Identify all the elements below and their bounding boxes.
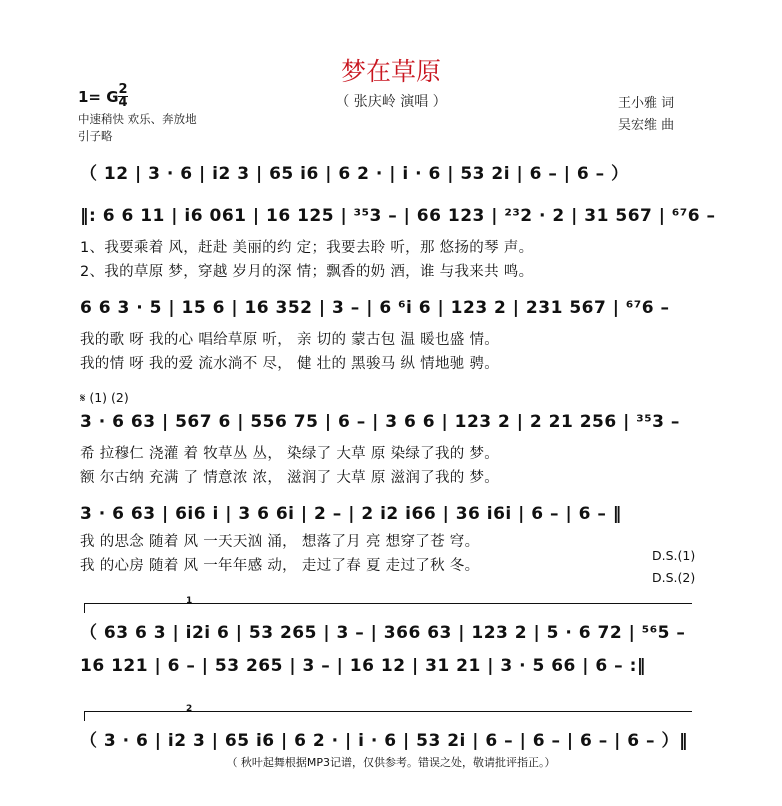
tempo-marking: 中速稍快 欢乐、奔放地 bbox=[78, 112, 197, 126]
notation-row: （ 12 | 3 · 6 | i2 3 | 65 i6 | 6 2 · | i · 6 | 53 2i | 6 – | 6 – ） bbox=[80, 164, 629, 184]
volta-number-1: 1 bbox=[186, 596, 193, 606]
lyric-row: 额 尔古纳 充满 了 情意浓 浓， 滋润了 大草 原 滋润了我的 梦。 bbox=[80, 470, 500, 486]
song-title: 梦在草原 bbox=[340, 57, 441, 86]
volta-bracket-2 bbox=[84, 711, 692, 712]
lyricist-credit: 王小雅 词 bbox=[618, 96, 675, 111]
key-signature: 1= G bbox=[78, 88, 119, 106]
transcriber-note: （ 秋叶起舞根据MP3记谱，仅供参考。错误之处，敬请批评指正。） bbox=[226, 756, 556, 769]
lyric-row: 希 拉穆仁 浇灌 着 牧草丛 丛， 染绿了 大草 原 染绿了我的 梦。 bbox=[80, 446, 500, 462]
singer-credit: （ 张庆岭 演唱 ） bbox=[335, 94, 447, 110]
dal-segno-2: D.S.(2) bbox=[652, 570, 696, 585]
lyric-row: 1、我要乘着 风，赶赴 美丽的约 定；我要去聆 听，那 悠扬的琴 声。 bbox=[80, 240, 534, 256]
time-signature bbox=[118, 84, 128, 109]
volta-number-2: 2 bbox=[186, 704, 193, 714]
intro-note: 引子略 bbox=[78, 129, 113, 143]
meter-bottom: 4 bbox=[118, 95, 128, 110]
notation-row: ‖: 6 6 11 | i6 061 | 16 125 | ³⁵3 – | 66 123 | ²³2 · 2 | 31 567 | ⁶⁷6 – bbox=[80, 206, 716, 226]
lyric-row: 我的情 呀 我的爱 流水淌不 尽， 健 壮的 黑骏马 纵 情地驰 骋。 bbox=[80, 356, 500, 372]
notation-row: 6 6 3 · 5 | 15 6 | 16 352 | 3 – | 6 ⁶i 6 | 123 2 | 231 567 | ⁶⁷6 – bbox=[80, 298, 670, 318]
volta-bracket-2-edge bbox=[84, 711, 85, 721]
notation-row: 3 · 6 63 | 6i6 i | 3 6 6i | 2 – | 2 i2 i66 | 36 i6i | 6 – | 6 – ‖ bbox=[80, 504, 622, 524]
dal-segno-1: D.S.(1) bbox=[652, 548, 696, 563]
notation-row: （ 63 6 3 | i2i 6 | 53 265 | 3 – | 366 63 | 123 2 | 5 · 6 72 | ⁵⁶5 – bbox=[80, 623, 686, 643]
lyric-row: 2、我的草原 梦，穿越 岁月的深 情；飘香的奶 酒，谁 与我来共 鸣。 bbox=[80, 264, 534, 280]
volta-bracket-1 bbox=[84, 603, 692, 604]
lyric-row: 我 的心房 随着 风 一年年感 动， 走过了春 夏 走过了秋 冬。 bbox=[80, 558, 480, 574]
notation-row: （ 3 · 6 | i2 3 | 65 i6 | 6 2 · | i · 6 | 53 2i | 6 – | 6 – | 6 – | 6 – ）‖ bbox=[80, 731, 688, 751]
volta-bracket-1-edge bbox=[84, 603, 85, 613]
meter-top: 2 bbox=[118, 82, 128, 97]
composer-credit: 吴宏维 曲 bbox=[618, 118, 675, 133]
lyric-row: 我的歌 呀 我的心 唱给草原 听， 亲 切的 蒙古包 温 暖也盛 情。 bbox=[80, 332, 500, 348]
notation-row: 3 · 6 63 | 567 6 | 556 75 | 6 – | 3 6 6 | 123 2 | 2 21 256 | ³⁵3 – bbox=[80, 412, 680, 432]
notation-row: 16 121 | 6 – | 53 265 | 3 – | 16 12 | 31 21 | 3 · 5 66 | 6 – :‖ bbox=[80, 656, 646, 676]
segno-mark: 𝄋 (1) (2) bbox=[80, 390, 129, 405]
lyric-row: 我 的思念 随着 风 一天天汹 涌， 想落了月 亮 想穿了苍 穹。 bbox=[80, 534, 480, 550]
